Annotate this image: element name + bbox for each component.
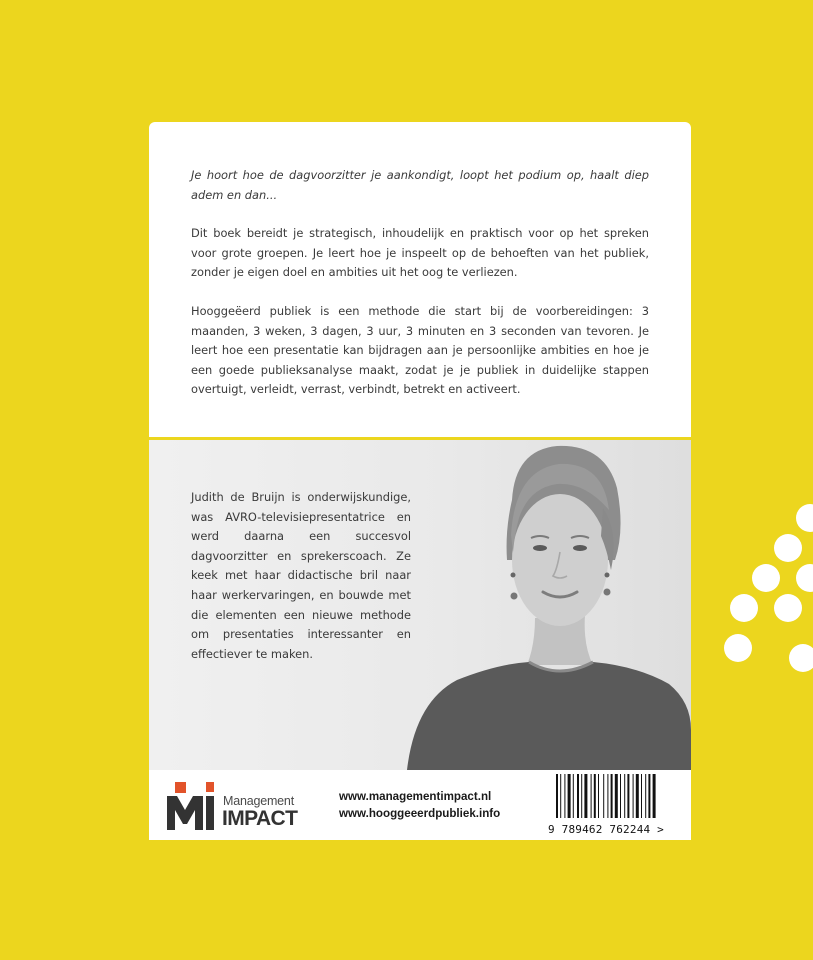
barcode-bar xyxy=(573,774,574,818)
barcode-bar xyxy=(598,774,599,818)
blurb-intro: Je hoort hoe de dagvoorzitter je aankondigt, loopt het podium op, haalt diep adem en dan... xyxy=(191,168,649,202)
footer xyxy=(149,770,691,840)
author-bio: Judith de Bruijn is onderwijskundige, was AVRO-televisiepresentatrice en werd daarna een succesvol dagvoorzitter en sprekerscoach. Ze keek met haar didactische bril naar haar werkervaringen, en bouwde met die elementen een nieuwe methode om presentaties interessanter en effectiever te maken. xyxy=(191,490,411,661)
isbn-number: 9 789462 762244 > xyxy=(548,823,664,836)
barcode-bar xyxy=(568,774,571,818)
barcode-bar xyxy=(584,774,587,818)
barcode-bar xyxy=(645,774,646,818)
barcode-bar xyxy=(641,774,642,818)
barcode-bar xyxy=(560,774,561,818)
decorative-dots xyxy=(700,480,813,680)
author-photo-section xyxy=(149,440,691,770)
website-urls xyxy=(339,788,500,822)
barcode-bar xyxy=(591,774,592,818)
barcode-bar xyxy=(564,774,565,818)
barcode-bar xyxy=(624,774,625,818)
barcode-bar xyxy=(603,774,604,818)
mi-logo-mark xyxy=(165,780,221,832)
barcode-bars xyxy=(556,774,684,822)
logo-text-management: Management xyxy=(223,794,294,808)
barcode-bar xyxy=(556,774,558,818)
url-hooggeeerd-publiek[interactable]: www.hooggeeerdpubliek.info xyxy=(339,807,501,820)
barcode-bar xyxy=(615,774,618,818)
barcode-bar xyxy=(633,774,634,818)
logo-text-impact: IMPACT xyxy=(222,807,298,830)
barcode-bar xyxy=(636,774,639,818)
author-portrait xyxy=(407,440,691,770)
barcode-bar xyxy=(611,774,613,818)
barcode-bar xyxy=(653,774,656,818)
isbn-barcode xyxy=(548,774,690,840)
blurb-text xyxy=(191,166,649,419)
barcode-bar xyxy=(627,774,629,818)
blurb-paragraph-2: Hooggeëerd publiek is een methode die start bij de voorbereidingen: 3 maanden, 3 weken, 3 dagen, 3 uur, 3 minuten en 3 seconden van tevoren. Je leert hoe een presentatie kan bijdragen aan je persoonlijke ambities en hoe je een goede publieksanalyse maakt, zodat je je publiek in duidelijke stappen overtuigt, verleidt, verrast, verbindt, betrekt en activeert. xyxy=(191,303,649,397)
barcode-bar xyxy=(607,774,608,818)
barcode-bar xyxy=(620,774,621,818)
barcode-bar xyxy=(648,774,650,818)
barcode-bar xyxy=(594,774,596,818)
blurb-paragraph-1: Dit boek bereidt je strategisch, inhoudelijk en praktisch voor op het spreken voor grote groepen. Je leert hoe je inspeelt op de behoeften van het publiek, zonder je eigen doel en ambities uit het oog te verliezen. xyxy=(191,226,649,280)
url-management-impact[interactable]: www.managementimpact.nl xyxy=(339,790,492,803)
barcode-bar xyxy=(577,774,579,818)
management-impact-logo xyxy=(165,780,325,830)
barcode-bar xyxy=(581,774,582,818)
back-cover-card xyxy=(149,122,691,840)
